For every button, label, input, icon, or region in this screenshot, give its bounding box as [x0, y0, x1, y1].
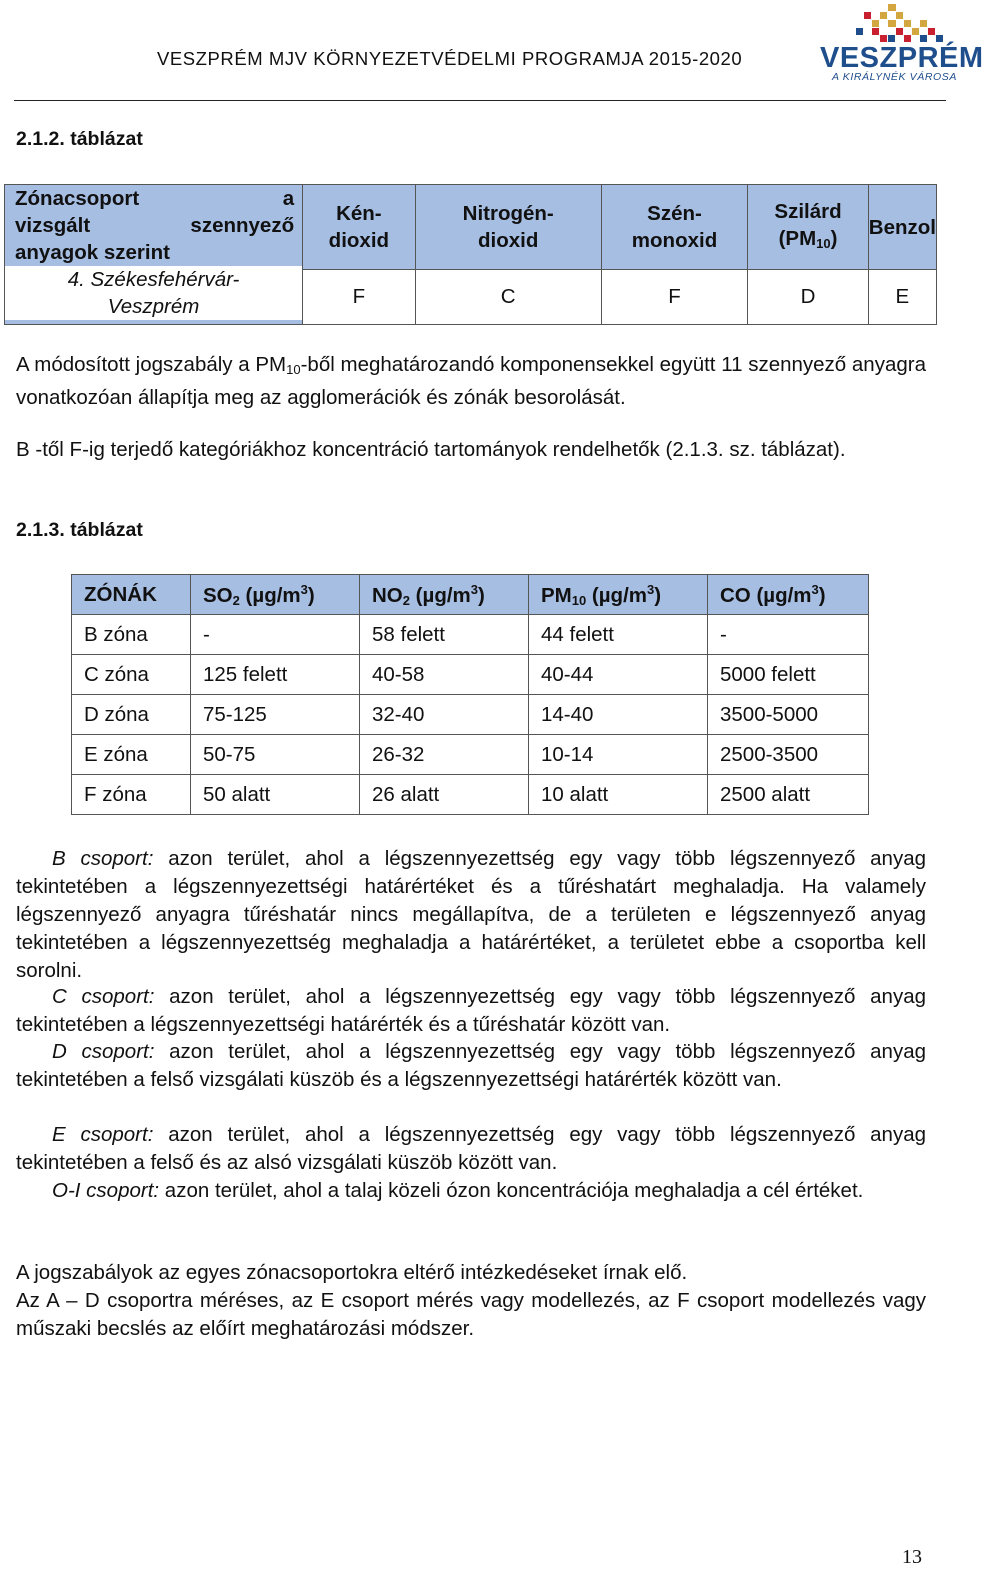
value-cell: F	[601, 270, 747, 325]
cell: 10-14	[529, 735, 708, 775]
group-d-definition: D csoport: azon terület, ahol a légszennyezettség egy vagy több légszennyező anyag tekintetében a felső vizsgálati küszöb és a légszennyezettségi határérték között van.	[16, 1040, 927, 1091]
table-row	[72, 735, 869, 775]
header-co: CO $(\mu g/m^3)$	[708, 575, 869, 615]
cell: 3500-5000	[708, 695, 869, 735]
cell: 58 felett	[360, 615, 529, 655]
header-no2: $NO_2$ $(\mu g/m^3)$	[360, 575, 529, 615]
group-c-definition: C csoport: azon terület, ahol a légszennyezettség egy vagy több légszennyező anyag tekintetében a légszennyezettségi határérték és a tűréshatár között van.	[16, 985, 927, 1036]
col-header-kendioxid: Kén- dioxid	[303, 185, 416, 270]
col-header-szilard: Szilárd $(PM_{10})$	[748, 185, 869, 270]
group-oi-definition: O-I csoport: azon terület, ahol a talaj közeli ózon koncentrációja meghaladja a cél értéket.	[52, 1179, 864, 1202]
cell: 50-75	[191, 735, 360, 775]
cell: 40-44	[529, 655, 708, 695]
cell: F zóna	[72, 775, 191, 815]
value-cell: F	[303, 270, 416, 325]
col-header-benzol: Benzol	[868, 185, 936, 270]
first-col-city: 4. Székesfehérvár- Veszprém	[5, 266, 302, 320]
header-pm10: $PM_{10}$ $(\mu g/m^3)$	[529, 575, 708, 615]
cell: 50 alatt	[191, 775, 360, 815]
cell: 40-58	[360, 655, 529, 695]
veszprem-logo	[810, 2, 984, 90]
page-number: 13	[902, 1546, 922, 1568]
cell: E zóna	[72, 735, 191, 775]
first-col-line: Zónacsoport a	[15, 187, 295, 210]
cell: -	[191, 615, 360, 655]
table2-heading: 2.1.3. táblázat	[16, 519, 143, 541]
value-cell: C	[415, 270, 601, 325]
zone-concentration-table	[71, 574, 869, 815]
group-e-definition: E csoport: azon terület, ahol a légszennyezettség egy vagy több légszennyező anyag tekintetében a felső és az alsó vizsgálati küszöb között van.	[16, 1123, 927, 1174]
cell: 14-40	[529, 695, 708, 735]
cell: 125 felett	[191, 655, 360, 695]
header-zonak: ZÓNÁK	[72, 575, 191, 615]
cell: 2500-3500	[708, 735, 869, 775]
header-so2: $SO_2$ $(\mu g/m^3)$	[191, 575, 360, 615]
cell: 75-125	[191, 695, 360, 735]
table-row	[72, 695, 869, 735]
closing-paragraph-1: A jogszabályok az egyes zónacsoportokra eltérő intézkedéseket írnak elő.	[16, 1261, 688, 1284]
first-col-line: anyagok szerint	[15, 241, 170, 264]
cell: 32-40	[360, 695, 529, 735]
cell: 10 alatt	[529, 775, 708, 815]
col-header-nitrogendioxid: Nitrogén- dioxid	[415, 185, 601, 270]
cell: 26 alatt	[360, 775, 529, 815]
col-header-szenmonoxid: Szén- monoxid	[601, 185, 747, 270]
page-header	[14, 0, 984, 101]
table-row	[72, 615, 869, 655]
cell: 26-32	[360, 735, 529, 775]
group-b-definition: B csoport: azon terület, ahol a légszennyezettség egy vagy több légszennyező anyag tekintetében a légszennyezettségi határértéket és a tűréshatárt meghaladja. Ha valamely légszennyező anyagra tűréshatár nincs megállapítva, de a területen e légszennyező anyag tekintetében a légszennyezettség meghaladja a határértéket, a területet ebbe a csoportba kell sorolni.	[16, 847, 927, 982]
cell: -	[708, 615, 869, 655]
cell: B zóna	[72, 615, 191, 655]
logo-tagline: A KIRÁLYNÉK VÁROSA	[832, 71, 957, 83]
cell: D zóna	[72, 695, 191, 735]
first-col-line: vizsgált szennyező	[15, 214, 295, 237]
cell: C zóna	[72, 655, 191, 695]
table-header-row	[72, 575, 869, 615]
closing-paragraph-2: Az A – D csoportra méréses, az E csoport mérés vagy modellezés, az F csoport modellezés vagy műszaki becslés az előírt meghatározási módszer.	[16, 1289, 926, 1340]
table1-heading: 2.1.2. táblázat	[16, 128, 143, 150]
zone-group-table	[4, 184, 937, 325]
value-cell: D	[748, 270, 869, 325]
cell: 44 felett	[529, 615, 708, 655]
crown-icon	[810, 2, 960, 46]
cell: 2500 alatt	[708, 775, 869, 815]
paragraph-2: B -től F-ig terjedő kategóriákhoz koncentráció tartományok rendelhetők (2.1.3. sz. táblázat).	[16, 438, 846, 461]
paragraph-1: A módosított jogszabály a $PM_{10}$-ből meghatározandó komponensekkel együtt 11 szennyező anyagra vonatkozóan állapítja meg az agglomerációk és zónák besorolását.	[16, 353, 926, 409]
table-row	[72, 655, 869, 695]
value-cell: E	[868, 270, 936, 325]
document-title: VESZPRÉM MJV KÖRNYEZETVÉDELMI PROGRAMJA 2015-2020	[157, 48, 743, 69]
table1-first-column	[5, 185, 303, 325]
table-row	[72, 775, 869, 815]
logo-wordmark: VESZPRÉM	[820, 42, 984, 74]
cell: 5000 felett	[708, 655, 869, 695]
